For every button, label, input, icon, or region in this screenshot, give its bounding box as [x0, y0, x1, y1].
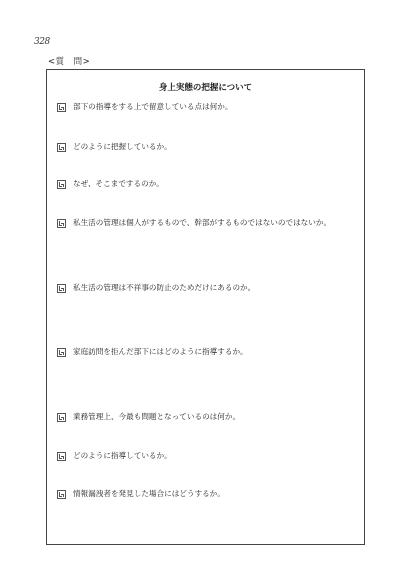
question-item	[57, 411, 358, 423]
document-title: 身上実態の把握について	[158, 83, 253, 93]
question-item	[57, 101, 358, 113]
question-item	[57, 217, 358, 229]
question-text: 私生活の管理は不祥事の防止のためだけにあるのか。	[73, 283, 256, 292]
question-box-icon	[57, 103, 66, 112]
question-item	[57, 282, 358, 294]
question-box-icon	[57, 490, 66, 499]
question-text: 部下の指導をする上で留意している点は何か。	[73, 102, 233, 111]
question-text: 私生活の管理は個人がするもので、幹部がするものではないのではないか。	[73, 218, 332, 227]
question-item	[57, 141, 358, 153]
question-item	[57, 450, 358, 462]
question-box-icon	[57, 219, 66, 228]
question-item	[57, 346, 358, 358]
question-box-icon	[57, 180, 66, 189]
page-number: 328	[34, 37, 50, 47]
question-text: 情報漏洩者を発見した場合にはどうするか。	[73, 489, 225, 498]
question-box-icon	[57, 284, 66, 293]
question-text: どのように指導しているか。	[73, 451, 172, 460]
question-item	[57, 488, 358, 500]
question-text: 家庭訪問を拒んだ部下にはどのように指導するか。	[73, 347, 248, 356]
question-box-icon	[57, 413, 66, 422]
section-label: <質 問>	[48, 57, 91, 67]
question-box-icon	[57, 143, 66, 152]
question-text: 業務管理上、今最も問題となっているのは何か。	[73, 412, 241, 421]
question-item	[57, 178, 358, 190]
question-text: なぜ、そこまでするのか。	[73, 179, 164, 188]
question-frame	[46, 69, 365, 545]
question-text: どのように把握しているか。	[73, 142, 172, 151]
question-box-icon	[57, 348, 66, 357]
question-box-icon	[57, 452, 66, 461]
